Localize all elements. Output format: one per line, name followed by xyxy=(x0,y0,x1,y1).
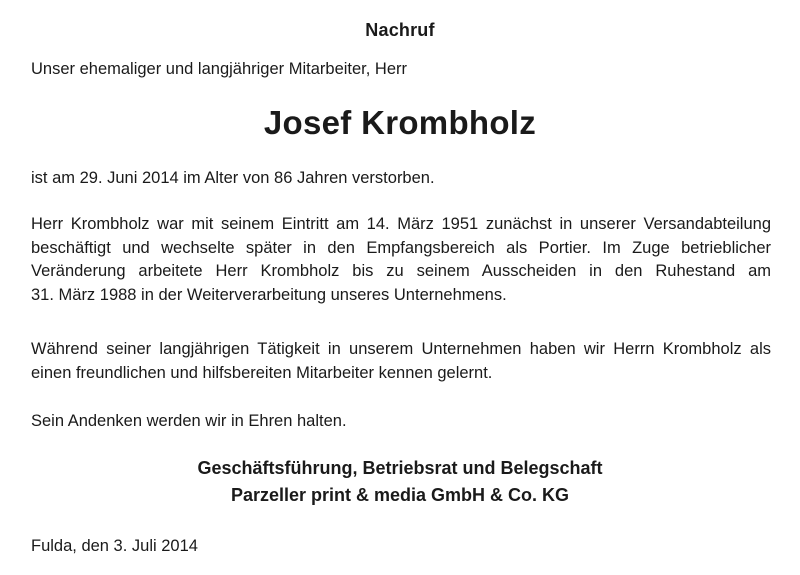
deceased-name: Josef Krombholz xyxy=(263,104,537,141)
place-and-date: Fulda, den 3. Juli 2014 xyxy=(31,537,198,555)
tribute-paragraph xyxy=(31,338,771,385)
signer-line-1: Geschäftsführung, Betriebsrat und Belegschaft xyxy=(197,458,603,478)
tribute-line: einen freundlichen und hilfsbereiten Mitarbeiter kennen gelernt. xyxy=(31,363,493,382)
notice-heading: Nachruf xyxy=(365,20,435,40)
closing-sentence: Sein Andenken werden wir in Ehren halten. xyxy=(31,412,347,430)
career-paragraph xyxy=(31,213,771,307)
career-line: Herr Krombholz war mit seinem Eintritt am 14. März 1951 zunächst in unserer Versandabteilung xyxy=(31,215,771,233)
tribute-line: Während seiner langjährigen Tätigkeit in unserem Unternehmen haben wir Herrn Krombholz als xyxy=(31,340,771,358)
career-line: Veränderung arbeitete Herr Krombholz bis zu seinem Ausscheiden in den Ruhestand am xyxy=(31,262,771,280)
career-line: 31. März 1988 in der Weiterverarbeitung unseres Unternehmens. xyxy=(31,285,507,304)
intro-text: Unser ehemaliger und langjähriger Mitarbeiter, Herr xyxy=(31,60,408,78)
death-announcement: ist am 29. Juni 2014 im Alter von 86 Jahren verstorben. xyxy=(31,169,435,187)
career-line: beschäftigt und wechselte später in den Empfangsbereich als Portier. Im Zuge betrieblicher xyxy=(31,238,771,257)
signer-line-2: Parzeller print & media GmbH & Co. KG xyxy=(230,485,570,505)
